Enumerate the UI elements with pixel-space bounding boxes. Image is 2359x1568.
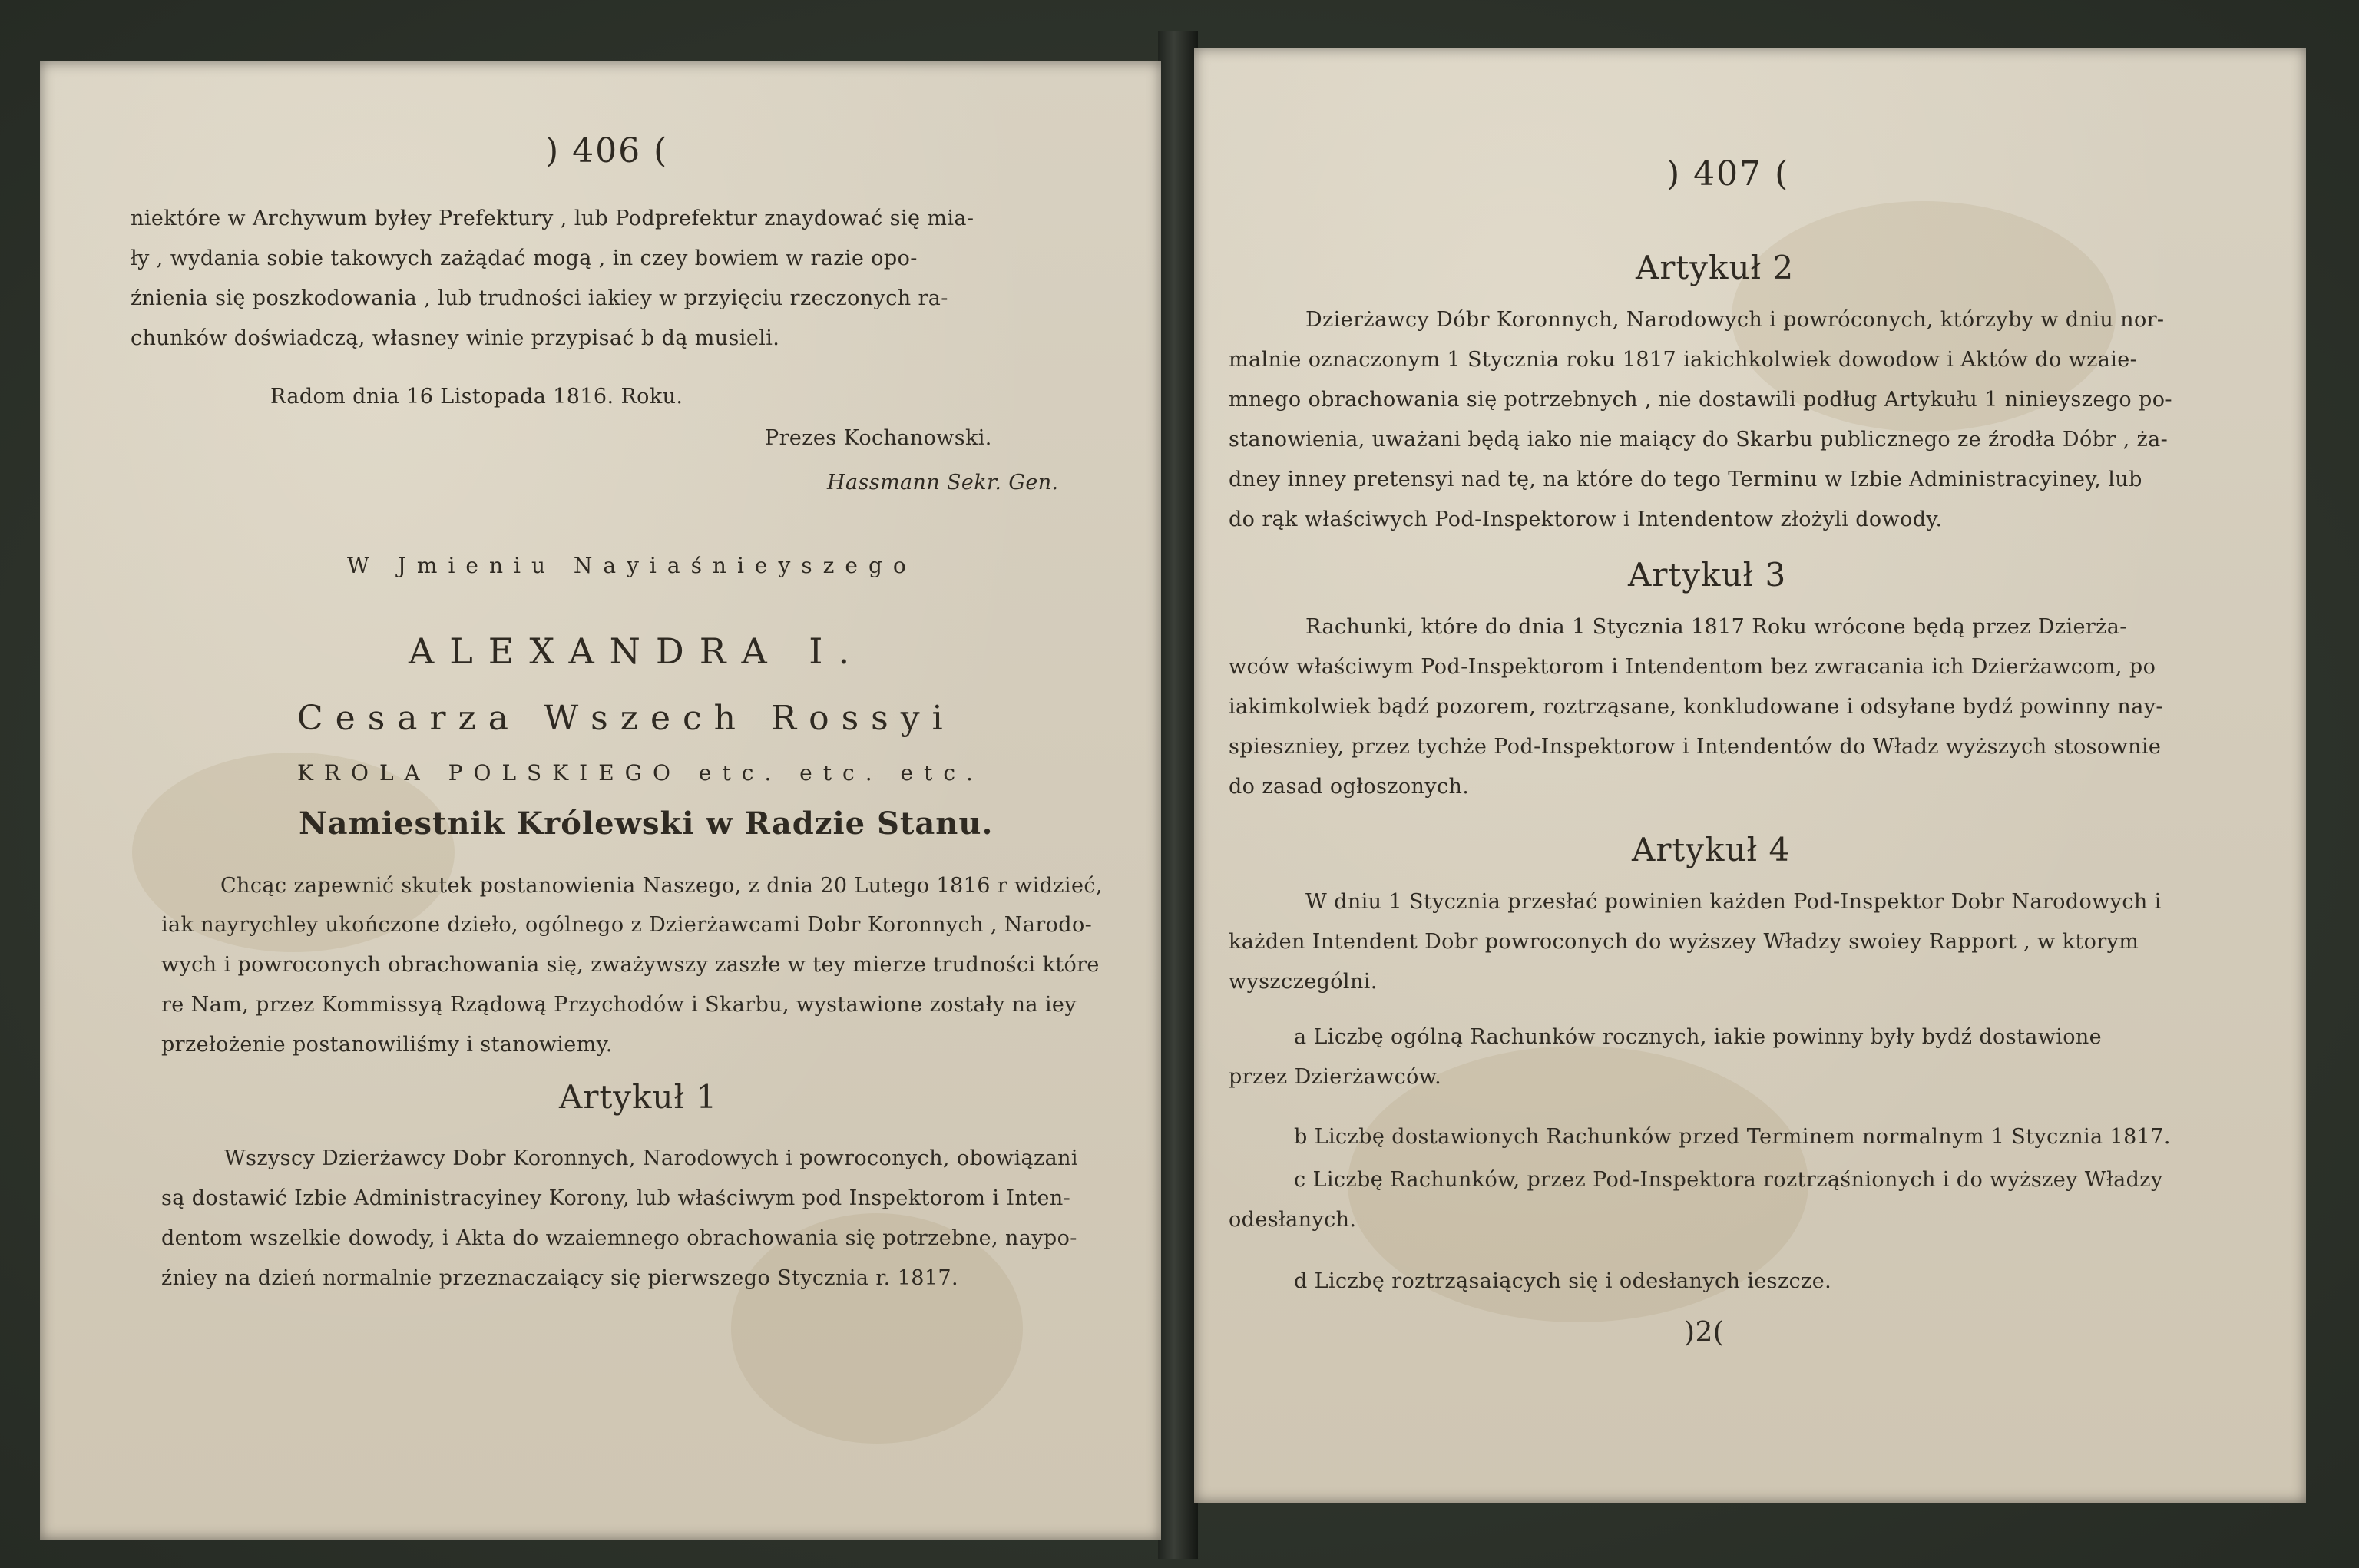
article-1-heading: Artykuł 1 — [559, 1078, 718, 1116]
text-line: Wszyscy Dzierżawcy Dobr Koronnych, Narodowych i powroconych, obowiązani — [224, 1146, 1078, 1170]
text-line: chunków doświadczą, własney winie przypisać b dą musieli. — [131, 326, 780, 350]
signature-secretary: Hassmann Sekr. Gen. — [827, 471, 1059, 495]
signature-prezes: Prezes Kochanowski. — [765, 426, 992, 450]
article-3-heading: Artykuł 3 — [1628, 556, 1787, 594]
text-line: re Nam, przez Kommissyą Rządową Przychodów i Skarbu, wystawione zostały na iey — [161, 993, 1077, 1017]
monarch-name: ALEXANDRA I. — [409, 630, 865, 672]
date-line: Radom dnia 16 Listopada 1816. Roku. — [270, 385, 683, 409]
list-item-c-cont: odesłanych. — [1229, 1208, 1357, 1232]
text-line: źnienia się poszkodowania , lub trudności iakiey w przyięciu rzeczonych ra- — [131, 286, 948, 310]
right-page — [1194, 48, 2306, 1503]
text-line: przełożenie postanowiliśmy i stanowiemy. — [161, 1033, 613, 1057]
text-line: W dniu 1 Stycznia przesłać powinien każden Pod-Inspektor Dobr Narodowych i — [1305, 890, 2162, 914]
list-item-d: d Liczbę roztrząsaiących się i odesłanych ieszcze. — [1294, 1269, 1832, 1293]
article-2-heading: Artykuł 2 — [1636, 249, 1795, 286]
text-line: są dostawić Izbie Administracyiney Korony, lub właściwym pod Inspektorom i Inten- — [161, 1186, 1071, 1210]
text-line: iakimkolwiek bądź pozorem, roztrząsane, konkludowane i odsyłane bydź powinny nay- — [1229, 695, 2163, 719]
list-item-c: c Liczbę Rachunków, przez Pod-Inspektora roztrząśnionych i do wyższey Władzy — [1294, 1168, 2163, 1192]
text-line: wyszczególni. — [1229, 970, 1378, 994]
text-line: Dzierżawcy Dóbr Koronnych, Narodowych i powróconych, którzyby w dniu nor- — [1305, 308, 2165, 332]
text-line: iak nayrychley ukończone dzieło, ogólnego z Dzierżawcami Dobr Koronnych , Narodo- — [161, 913, 1093, 937]
list-item-b: b Liczbę dostawionych Rachunków przed Terminem normalnym 1 Stycznia 1817. — [1294, 1125, 2171, 1149]
text-line: dentom wszelkie dowody, i Akta do wzaiemnego obrachowania się potrzebne, naypo- — [161, 1226, 1077, 1250]
list-item-a: a Liczbę ogólną Rachunków rocznych, iakie powinny były bydź dostawione — [1294, 1025, 2103, 1049]
text-line: źniey na dzień normalnie przeznaczaiący się pierwszego Stycznia r. 1817. — [161, 1266, 958, 1290]
text-line: Rachunki, które do dnia 1 Stycznia 1817 Roku wrócone będą przez Dzierża- — [1305, 615, 2127, 639]
text-line: malnie oznaczonym 1 Stycznia roku 1817 iakichkolwiek dowodow i Aktów do wzaie- — [1229, 348, 2138, 372]
title-emperor: Cesarza Wszech Rossyi — [297, 699, 955, 738]
text-line: do zasad ogłoszonych. — [1229, 775, 1470, 799]
page-number-right: ) 407 ( — [1666, 154, 1790, 194]
text-line: ły , wydania sobie takowych zażądać mogą , in czey bowiem w razie opo- — [131, 246, 918, 270]
text-line: każden Intendent Dobr powroconych do wyższey Władzy swoiey Rapport , w ktorym — [1229, 930, 2139, 954]
left-page — [40, 61, 1161, 1540]
text-line: mnego obrachowania się potrzebnych , nie dostawili podług Artykułu 1 ninieyszego po- — [1229, 388, 2172, 412]
invocation: W Jmieniu Nayiaśnieyszego — [347, 553, 917, 578]
signature-mark: )2( — [1684, 1317, 1725, 1348]
book-gutter — [1158, 31, 1198, 1559]
title-king: KROLA POLSKIEGO etc. etc. etc. — [297, 760, 984, 786]
text-line: wych i powroconych obrachowania się, zważywszy zaszłe w tey mierze trudności które — [161, 953, 1100, 977]
text-line: dney inney pretensyi nad tę, na które do tego Terminu w Izbie Administracyiney, lub — [1229, 468, 2142, 491]
text-line: stanowienia, uważani będą iako nie maiący do Skarbu publicznego ze źrodła Dóbr , ża- — [1229, 428, 2169, 452]
text-line: Chcąc zapewnić skutek postanowienia Naszego, z dnia 20 Lutego 1816 r widzieć, — [220, 874, 1103, 898]
page-number-left: ) 406 ( — [545, 131, 669, 170]
text-line: spieszniey, przez tychże Pod-Inspektorow i Intendentów do Władz wyższych stosownie — [1229, 735, 2162, 759]
text-line: do rąk właściwych Pod-Inspektorow i Intendentow złożyli dowody. — [1229, 508, 1943, 531]
article-4-heading: Artykuł 4 — [1632, 831, 1791, 868]
text-line: niektóre w Archywum byłey Prefektury , lub Podprefektur znaydować się mia- — [131, 207, 974, 230]
text-line: wców właściwym Pod-Inspektorom i Intendentom bez zwracania ich Dzierżawcom, po — [1229, 655, 2156, 679]
title-viceroy: Namiestnik Królewski w Radzie Stanu. — [299, 806, 994, 842]
list-item-a-cont: przez Dzierżawców. — [1229, 1065, 1442, 1089]
